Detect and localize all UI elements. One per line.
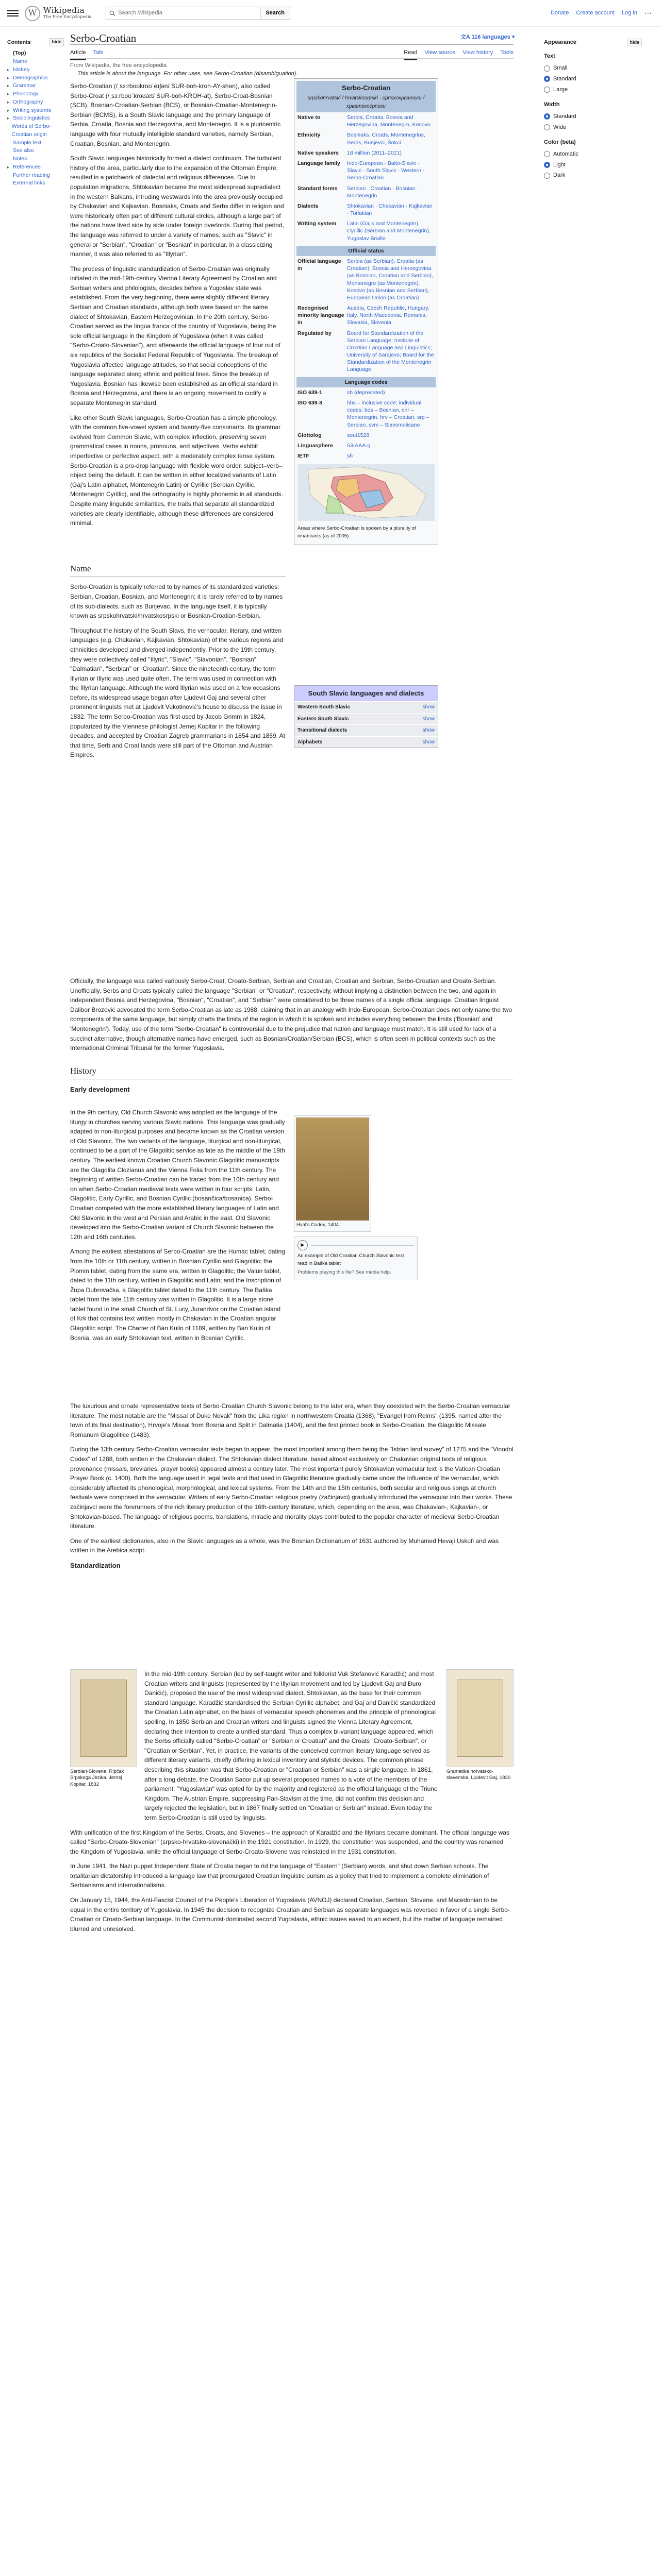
infobox-row bbox=[296, 112, 436, 130]
toc-item[interactable] bbox=[7, 74, 64, 82]
book-caption-2: Gramatika horvatsko-slavenska, Ljudevit Gaj, 1830 bbox=[446, 1769, 511, 1781]
log-in-link[interactable]: Log in bbox=[622, 9, 637, 16]
text-standard-label: Standard bbox=[553, 75, 576, 82]
infobox-row-value[interactable]: Austria, Czech Republic, Hungary, Italy, North Macedonia, Romania, Slovakia, Slovenia bbox=[347, 305, 429, 326]
toc-item-label: (Top) bbox=[13, 50, 26, 57]
width-standard-option[interactable] bbox=[544, 111, 642, 122]
chevron-right-icon[interactable]: ▸ bbox=[7, 108, 10, 113]
infobox-row-label: Language family bbox=[297, 160, 340, 166]
chevron-right-icon[interactable]: ▸ bbox=[7, 99, 10, 105]
toc-item[interactable] bbox=[7, 172, 64, 180]
chevron-right-icon[interactable]: ▸ bbox=[7, 67, 10, 72]
navbox-row[interactable] bbox=[294, 736, 438, 748]
tab-talk[interactable]: Talk bbox=[93, 49, 104, 56]
infobox-rows bbox=[296, 112, 436, 244]
navbox-row[interactable] bbox=[294, 724, 438, 736]
toc-item-label: Phonology bbox=[13, 91, 39, 97]
infobox-row bbox=[296, 201, 436, 218]
toc-item[interactable] bbox=[7, 90, 64, 98]
navbox-show-toggle[interactable]: show bbox=[422, 739, 435, 745]
search-input[interactable] bbox=[118, 9, 252, 18]
toc-hide-button[interactable]: hide bbox=[49, 38, 64, 46]
toc-item-label: External links bbox=[13, 180, 45, 187]
language-map[interactable] bbox=[297, 464, 435, 521]
toc-item[interactable] bbox=[7, 58, 64, 66]
hval-codex-caption: Hval's Codex, 1404 bbox=[296, 1222, 339, 1228]
appearance-panel bbox=[544, 38, 642, 181]
tab-read[interactable]: Read bbox=[404, 48, 417, 60]
chevron-right-icon[interactable]: ▸ bbox=[7, 116, 10, 121]
infobox-official-header: Official status bbox=[296, 246, 436, 256]
name-section bbox=[70, 559, 286, 765]
tab-view-history[interactable]: View history bbox=[462, 49, 493, 56]
navbox-row[interactable] bbox=[294, 701, 438, 713]
standardization-paragraph: On January 15, 1944, the Anti-Fascist Council of the People's Liberation of Yugoslavia (AVNOJ) declared Croatian, Serbian, Slovene, and Macedonian to be equal in the entire territory of Yugoslavia. In 1945 the decision to recognize Croatian and Serbian as separate languages was reversed in favor of a single Serbo-Croatian or Croato-Serbian language. In the Communist-dominated second Yugoslavia, ethnic issues eased to an extent, but the matter of language remained blurred and unresolved. bbox=[70, 1896, 510, 1933]
toc-item-label: Grammar bbox=[13, 82, 36, 89]
audio-progress-bar[interactable] bbox=[311, 1245, 414, 1246]
site-header bbox=[0, 0, 662, 27]
chevron-down-icon: ▾ bbox=[511, 34, 515, 40]
history-paragraph: In the 9th century, Old Church Slavonic was adopted as the language of the liturgy in churches serving various Slavic nations. This language was gradually adapted to non-liturgical purposes and became known as the Croatian version of Old Slavonic. The two variants of the language, liturgical and non-liturgical, continued to be a part of the Glagolitic service as late as the middle of the 19th century. The earliest known Croatian Church Slavonic Glagolitic manuscripts are the Glagolita Clozianus and the Vienna Folia from the 11th century. The beginning of written Serbo-Croatian can be traced from the 10th century and on when Serbo-Croatian medieval texts were written in four scripts: Latin, Glagolitic, Early Cyrillic, and Bosnian Cyrillic (bosančica/bosanica). Serbo-Croatian competed with the more established literary languages of Latin and Old Slavonic in the west and Persian and Arabic in the east. Old Slavonic developed into the Serbo-Croatian variant of Church Slavonic between the 12th and 16th centuries. bbox=[70, 1109, 285, 1241]
personal-tools bbox=[551, 8, 662, 19]
history-paragraph: Among the earliest attestations of Serbo-Croatian are the Humac tablet, dating from the 10th or 11th century, written in Bosnian Cyrillic and Glagolitic; the Plomin tablet, dating from the same era, written in Glagolitic; the Valun tablet, dated to the 11th century, written in Glagolitic and Latin; and the Inscription of Župa Dubrovačka, a Glagolitic tablet dated to the 11th century. The Baška tablet from the late 11th century was written in Glagolitic. It is a large stone tablet found in the small Church of St. Lucy, Jurandvor on the Croatian island of Krk that contains text written mostly in Chakavian in the Croatian angular Glagolitic script. The Charter of Ban Kulin of 1189, written by Ban Kulin of Bosnia, was an early Shtokavian text, written in Bosnian Cyrillic. bbox=[70, 1248, 285, 1342]
tab-tools[interactable]: Tools bbox=[500, 49, 514, 56]
toc-item-label: History bbox=[13, 66, 30, 73]
infobox-row-label: Dialects bbox=[297, 202, 319, 209]
book-image-1 bbox=[70, 1669, 137, 1767]
toc-item-label: Notes bbox=[13, 156, 27, 162]
section-heading-history: History bbox=[70, 1064, 514, 1079]
audio-caption: An example of Old Croatian Church Slavonic text read in Baška tablet bbox=[297, 1253, 404, 1266]
navbox-show-toggle[interactable]: show bbox=[422, 727, 435, 734]
name-section-cont bbox=[70, 976, 514, 1058]
history-section bbox=[70, 1061, 514, 1099]
infobox-row-value[interactable]: Serbian · Croatian · Bosnian · Montenegrin bbox=[347, 185, 419, 199]
infobox-row bbox=[296, 328, 436, 375]
infobox-row-value[interactable]: 18 million (2011–2021) bbox=[347, 149, 402, 156]
infobox-code-rows bbox=[296, 387, 436, 461]
south-slavic-navbox bbox=[294, 685, 438, 748]
translate-icon: 文A bbox=[460, 34, 470, 40]
search-button[interactable]: Search bbox=[260, 7, 290, 20]
width-wide-option[interactable] bbox=[544, 122, 642, 133]
history-early-cont bbox=[70, 1401, 514, 1575]
toc-item-label: Sociolinguistics bbox=[13, 115, 50, 122]
infobox-row bbox=[296, 398, 436, 430]
color-light-option[interactable] bbox=[544, 160, 642, 171]
search-icon bbox=[109, 10, 115, 16]
toc-item[interactable] bbox=[7, 49, 64, 58]
infobox-row-value[interactable]: Serbia, Croatia, Bosnia and Herzegovina, Montenegro, Kosovo bbox=[347, 114, 431, 128]
map-caption: Areas where Serbo-Croatian is spoken by a plurality of inhabitants (as of 2005) bbox=[297, 526, 416, 539]
chevron-right-icon[interactable]: ▸ bbox=[7, 164, 10, 170]
infobox-row bbox=[296, 148, 436, 158]
infobox-row bbox=[296, 130, 436, 147]
create-account-link[interactable]: Create account bbox=[576, 9, 615, 16]
wordmark-title: Wikipedia bbox=[43, 6, 85, 15]
color-label: Color (beta) bbox=[544, 139, 576, 145]
width-standard-label: Standard bbox=[553, 113, 576, 120]
toc-title: Contents bbox=[7, 39, 31, 45]
lead-paragraph: Serbo-Croatian (/ˌsɜːrboʊkroʊˈeɪʃən/ SUR-boh-kroh-AY-shən), also called Serbo-Croat (/ˌsɜːrboʊˈkroʊæt/ SUR-boh-KROH-at), Serbo-Croat-Bosnian (SCB), Bosnian-Croatian-Serbian (BCS), or Bosnian-Croatian-Montenegrin-Serbian (BCMS), is a South Slavic language and the primary language of Serbia, Croatia, Bosnia and Herzegovina, and Montenegro. It is a pluricentric language with four mutually intelligible standard varieties, namely Serbian, Croatian, Bosnian, and Montenegrin. bbox=[70, 82, 281, 147]
toc-item[interactable] bbox=[7, 98, 64, 107]
history-paragraph: One of the earliest dictionaries, also in the Slavic languages as a whole, was the Bosnian Dictionarium of 1631 authored by Muhamed Hevaji Uskufi and was written in the Arebica script. bbox=[70, 1537, 499, 1554]
book-figure-2[interactable] bbox=[446, 1669, 514, 1823]
color-light-label: Light bbox=[553, 161, 566, 168]
audio-help[interactable]: Problems playing this file? See media help. bbox=[297, 1269, 391, 1276]
subsection-heading-standardization: Standardization bbox=[70, 1561, 121, 1569]
page-title: Serbo-Croatian bbox=[70, 32, 137, 44]
width-label: Width bbox=[544, 101, 560, 108]
toc-item-label: Name bbox=[13, 58, 28, 65]
infobox-row-value[interactable]: sout1528 bbox=[347, 432, 370, 438]
infobox-row-label: Native speakers bbox=[297, 149, 339, 156]
navbox-row[interactable] bbox=[294, 713, 438, 725]
color-automatic-option[interactable] bbox=[544, 149, 642, 160]
infobox-row-label: Glottolog bbox=[297, 432, 322, 438]
tabs-divider bbox=[70, 58, 514, 59]
navbox-row-label: Alphabets bbox=[297, 739, 323, 745]
navbox-show-toggle[interactable]: show bbox=[422, 716, 435, 722]
name-paragraph: Serbo-Croatian is typically referred to by names of its standardized varieties: Serbian, Croatian, Bosnian, and Montenegrin; it is rarely referred to by names of its sub-dialects, such as Bunjevac. In the language itself, it is typically known as srpskohrvatski/hrvatskosrpski or Bosnian-Croatian-Serbian. bbox=[70, 583, 283, 620]
navbox-row-label: Western South Slavic bbox=[297, 704, 351, 710]
hval-codex-figure[interactable] bbox=[294, 1115, 371, 1232]
navbox-show-toggle[interactable]: show bbox=[422, 704, 435, 710]
chevron-right-icon[interactable]: ▸ bbox=[7, 83, 10, 89]
infobox-official-rows bbox=[296, 256, 436, 375]
toc-item-label: Words of Serbo-Croatian origin bbox=[11, 123, 51, 138]
main-menu-icon[interactable] bbox=[7, 8, 19, 19]
infobox-row-value[interactable]: Latin (Gaj's and Montenegrin), Cyrillic (Serbian and Montenegrin), Yugoslav Braille bbox=[347, 221, 431, 242]
subsection-heading-early: Early development bbox=[70, 1086, 130, 1094]
chevron-right-icon[interactable]: ▸ bbox=[7, 92, 10, 97]
infobox-row bbox=[296, 451, 436, 461]
infobox-row-label: Ethnicity bbox=[297, 132, 321, 139]
wikipedia-wordmark[interactable] bbox=[43, 7, 91, 19]
book-figure-1[interactable] bbox=[70, 1669, 137, 1823]
tab-view-source[interactable]: View source bbox=[424, 49, 456, 56]
infobox bbox=[294, 78, 438, 545]
toc-item-label: Writing systems bbox=[13, 107, 51, 113]
infobox-row-value[interactable]: sh bbox=[347, 453, 353, 460]
text-small-option[interactable] bbox=[544, 63, 642, 74]
infobox-title: Serbo-Croatian bbox=[296, 81, 436, 94]
toc-item-label: Sample text bbox=[13, 139, 42, 146]
toc-item[interactable] bbox=[7, 123, 64, 139]
toc-list bbox=[7, 49, 64, 188]
standardization-paragraph: In the mid-19th century, Serbian (led by self-taught writer and folklorist Vuk Stefanović Karadžić) and most Croatian writers and linguists (represented by the Illyrian movement and led by Ljudevit Gaj and Đuro Daničić), proposed the use of the most widespread dialect, Shtokavian, as the base for their common standard language. Karadžić standardised the Serbian Cyrillic alphabet, and Gaj and Daničić standardized the Croatian Latin alphabet, on the basis of vernacular speech phonemes and the principle of phonological spelling. In 1850 Serbian and Croatian writers and linguists signed the Vienna Literary Agreement, declaring their intention to create a unified standard. Thus a complex bi-variant language appeared, which the Serbs officially called "Serbo-Croatian" or "Serbian or Croatian" and the Croats "Croato-Serbian", or "Croatian or Serbian". Yet, in practice, the variants of the conceived common literary language served as different literary variants, chiefly differing in lexical inventory and stylistic devices. The common phrase describing this situation was that Serbo-Croatian or "Croatian or Serbian" was a single language. In 1861, after a long debate, the Croatian Sabor put up several proposed names to a vote of the members of the parliament; "Yugoslavian" was opted for by the majority and registered as the official language of the Triune Kingdom. The Austrian Empire, suppressing Pan-Slavism at the time, did not confirm this decision and largely rejected the legislation, but in 1867 finally settled on "Croatian or Serbian" instead. Even today the term Serbo-Croatian is still used by linguists. bbox=[144, 1670, 438, 1821]
infobox-row-value[interactable]: Indo-European · Balto-Slavic · Slavic · South Slavic · Western · Serbo-Croatian bbox=[347, 160, 425, 181]
text-large-option[interactable] bbox=[544, 84, 642, 95]
infobox-codes-header: Language codes bbox=[296, 377, 436, 387]
toc-item[interactable] bbox=[7, 107, 64, 115]
text-standard-option[interactable] bbox=[544, 74, 642, 84]
wikipedia-globe-logo[interactable]: W bbox=[25, 6, 40, 21]
infobox-row bbox=[296, 303, 436, 328]
width-wide-label: Wide bbox=[553, 124, 567, 130]
infobox-row bbox=[296, 430, 436, 440]
color-automatic-label: Automatic bbox=[553, 150, 578, 157]
hval-codex-image bbox=[296, 1117, 369, 1221]
infobox-row-value[interactable]: sh (deprecated) bbox=[347, 389, 385, 396]
chevron-right-icon[interactable]: ▸ bbox=[7, 75, 10, 80]
wordmark-tagline: The Free Encyclopedia bbox=[43, 14, 92, 20]
navbox-row-label: Eastern South Slavic bbox=[297, 716, 349, 722]
infobox-row-label: Native to bbox=[297, 114, 321, 121]
toc-item-label: Orthography bbox=[13, 98, 43, 105]
infobox-subtitle: srpskohrvatski / hrvatskosrpski · српскохрватски / хрватскосрпски bbox=[296, 94, 436, 112]
infobox-row-label: Writing system bbox=[297, 221, 337, 227]
search-box[interactable] bbox=[106, 7, 260, 20]
toc-item[interactable] bbox=[7, 66, 64, 74]
lead-paragraph: Like other South Slavic languages, Serbo-Croatian has a simple phonology, with the common five-vowel system and twenty-five consonants. Its grammar evolved from Common Slavic, with complex inflection, preserving seven grammatical cases in nouns, pronouns, and adjectives. Verbs exhibit imperfective or perfective aspect, with a moderately complex tense system. Serbo-Croatian is a pro-drop language with flexible word order, subject–verb–object being the default. It can be written in either localized variants of Latin (Gaj's Latin alphabet, Montenegrin Latin) or Cyrillic (Serbian Cyrillic, Montenegrin Cyrillic), and the orthography is highly phonemic in all standards. Despite many linguistic similarities, the traits that separate all standardized varieties are clearly identifiable, although these differences are considered minimal. bbox=[70, 414, 283, 527]
language-selector[interactable] bbox=[460, 33, 515, 42]
search-form bbox=[106, 7, 290, 20]
infobox-row-value[interactable]: 53-AAA-g bbox=[347, 442, 371, 449]
infobox-row bbox=[296, 256, 436, 303]
infobox-row-label: Standard forms bbox=[297, 185, 338, 192]
site-sub: From Wikipedia, the free encyclopedia bbox=[70, 62, 167, 69]
infobox-row-label: Official language in bbox=[297, 258, 341, 272]
history-paragraph: During the 13th century Serbo-Croatian vernacular texts began to appear, the most important among them being the "Istrian land survey" of 1275 and the "Vinodol Codex" of 1288, both written in the Chakavian dialect. The Shtokavian dialect literature, based almost exclusively on Chakavian original texts of religious provenance (missals, breviaries, prayer books) appeared almost a century later. The most important purely Shtokavian vernacular text is the Vatican Croatian Prayer Book (c. 1400). Both the language used in legal texts and that used in Glagolitic literature gradually came under the influence of the vernacular, which considerably affected its phonological, morphological, and lexical systems. From the 14th and the 15th centuries, both secular and religious songs at church festivals were composed in the vernacular. Writers of early Serbo-Croatian religious poetry (začinjavci) gradually introduced the vernacular into their works. These začinjavci were the forerunners of the rich literary production of the 16th-century literature, which, depending on the area, was Chakavian-, Kajkavian-, or Shtokavian-based. The language of religious poems, translations, miracle and morality plays contributed to the popular character of medieval Serbo-Croatian literature. bbox=[70, 1446, 514, 1530]
toc-item[interactable] bbox=[7, 147, 64, 155]
standardization-paragraph: In June 1941, the Nazi puppet Independent State of Croatia began to rid the language of "Eastern" (Serbian) words, and shut down Serbian schools. The totalitarian dictatorship introduced a language law that promulgated Croatian linguistic purism as a policy that tried to implement a complete elimination of Serbianisms and internationalisms. bbox=[70, 1862, 489, 1889]
toc-item[interactable] bbox=[7, 163, 64, 172]
donate-link[interactable]: Donate bbox=[550, 9, 569, 16]
text-large-label: Large bbox=[553, 86, 568, 93]
infobox-row-label: Recognised minority language in bbox=[297, 305, 344, 326]
color-dark-label: Dark bbox=[553, 172, 566, 179]
infobox-row-value[interactable]: Board for Standardization of the Serbian Language; Institute of Croatian Language and Linguistics; University of Sarajevo; Board for the Standardization of the Montenegrin Language bbox=[347, 330, 434, 373]
infobox-row-value[interactable]: hbs – inclusive code; individual codes: bos – Bosnian, cnr – Montenegrin, hrv – Croatian, srp – Serbian, svm – Slavomolisano bbox=[347, 400, 429, 428]
play-icon[interactable]: ▶ bbox=[297, 1240, 308, 1250]
more-options-icon[interactable]: ⋯ bbox=[644, 8, 652, 17]
infobox-row-value[interactable]: Serbia (as Serbian), Croatia (as Croatian), Bosnia and Herzegovina (as Bosnian, Croatian and Serbian), Montenegro (as Montenegrin), Kosovo (as Bosnian and Serbian), European Union (as Croatian) bbox=[347, 258, 433, 301]
title-divider bbox=[70, 44, 514, 45]
book-caption-1: Serbian-Slovene, Ripčak Srpskoga Jezika, Jernej Kopitar, 1832 bbox=[70, 1769, 124, 1787]
infobox-row-label: IETF bbox=[297, 453, 309, 460]
text-small-label: Small bbox=[553, 65, 568, 72]
hatnote: This article is about the language. For other uses, see Serbo-Croatian (disambiguation). bbox=[77, 71, 298, 77]
history-early bbox=[70, 1108, 286, 1348]
standardization-section bbox=[70, 1669, 514, 1934]
infobox-row bbox=[296, 440, 436, 451]
infobox-row bbox=[296, 387, 436, 398]
infobox-row bbox=[296, 218, 436, 244]
text-size-label: Text bbox=[544, 53, 555, 60]
toc-item[interactable] bbox=[7, 82, 64, 90]
infobox-row-label: ISO 639-3 bbox=[297, 400, 322, 406]
color-dark-option[interactable] bbox=[544, 170, 642, 181]
infobox-row-label: Linguasphere bbox=[297, 442, 333, 449]
lead-paragraph: South Slavic languages historically formed a dialect continuum. The turbulent history of the area, particularly due to the expansion of the Ottoman Empire, resulted in a patchwork of dialectal and religious differences. Due to population migrations, Shtokavian became the most widespread supradialect in the western Balkans, intruding westwards into the area previously occupied by Chakavian and Kajkavian. Bosniaks, Croats and Serbs differ in religion and were historically often part of different cultural circles, although a large part of the nations have lived side by side under foreign overlords. During that period, the language was referred to under a variety of names, such as "Slavic" in general or "Serbian", "Croatian" or "Bosnian" in particular. In a classicizing manner, it was also referred to as "Illyrian". bbox=[70, 155, 284, 258]
appearance-hide-button[interactable]: hide bbox=[627, 39, 642, 47]
infobox-row-label: ISO 639-1 bbox=[297, 389, 322, 396]
infobox-row-label: Regulated by bbox=[297, 330, 332, 336]
infobox-row bbox=[296, 158, 436, 183]
audio-player bbox=[294, 1236, 418, 1280]
name-paragraph: Throughout the history of the South Slavs, the vernacular, literary, and written languages (e.g. Chakavian, Kajkavian, Shtokavian) of the various regions and ethnicities developed and diverged independently. Prior to the 19th century, they were collectively called "Illyric", "Slavic", "Slavonian", "Bosnian", "Dalmatian", "Serbian" or "Croatian". Since the nineteenth century, the term Illyrian or Illyric was used quite often. The term was used in connection with the Illyrian language. Although the word Illyrian was used on a few occasions before, its widespread usage began after Ljudevit Gaj and several other prominent linguists met at Ljudevit Vukotinović's house to discuss the issue in 1832. The term Serbo-Croatian was first used by Jacob Grimm in 1824, popularized by the Viennese philologist Jernej Kopitar in the following decades, and accepted by Croatian Zagreb grammarians in 1854 and 1859. At that time, Serb and Croat lands were still part of the Ottoman and Austrian Empires. bbox=[70, 626, 285, 759]
navbox-rows bbox=[294, 701, 438, 748]
toc-item-label: References bbox=[13, 163, 41, 170]
navbox-title: South Slavic languages and dialects bbox=[294, 686, 438, 701]
standardization-paragraph: With unification of the first Kingdom of the Serbs, Croats, and Slovenes – the approach of Karadžić and the Illyrians became dominant. The official language was called "Serbo-Croato-Slovenian" (srpsko-hrvatsko-slovenački) in the 1921 constitution. In 1929, the constitution was suspended, and the country was renamed the Kingdom of Yugoslavia, while the official language of Serbo-Croato-Slovene was reinstated in the 1931 constitution. bbox=[70, 1828, 510, 1855]
toc-item-label: Further reading bbox=[13, 172, 50, 178]
lead-paragraph: The process of linguistic standardization of Serbo-Croatian was originally initiated in the mid-19th-century Vienna Literary Agreement by Croatian and Serbian writers and philologists, decades before a Yugoslav state was established. From the very beginning, there were slightly different literary Serbian and Croatian standards, although both were based on the same dialect of Shtokavian, Eastern Herzegovinian. In the 20th century, Serbo-Croatian served as the lingua franca of the country of Yugoslavia, being the sole official language in the Kingdom of Yugoslavia (when it was called "Serbo-Croato-Slovenian"), and afterwards the official language of four out of six republics of the Socialist Federal Republic of Yugoslavia. The breakup of Yugoslavia affected language attitudes, so that social conceptions of the language separated along ethnic and political lines. Since the breakup of Yugoslavia, Bosnian has likewise been established as an official standard in Bosnia and Herzegovina, and there is an ongoing movement to codify a separate Montenegrin standard. bbox=[70, 265, 280, 406]
toc-item[interactable] bbox=[7, 155, 64, 163]
toc-item-label: Demographics bbox=[13, 74, 48, 81]
toc-item[interactable] bbox=[7, 139, 64, 147]
infobox-row-value[interactable]: Shtokavian · Chakavian · Kajkavian · Torlakian bbox=[347, 202, 433, 217]
table-of-contents bbox=[7, 38, 64, 188]
name-paragraph: Officially, the language was called variously Serbo-Croat, Croato-Serbian, Serbian and Croatian, Croatian and Serbian, Serbo-Croatian and Croato-Serbian. Unofficially, Serbs and Croats typically called the language "Serbian" or "Croatian", respectively, without implying a distinction between the two, and again in independent Bosnia and Herzegovina, "Bosnian", "Croatian", and "Serbian" were considered to be three names of a single official language. Croatian linguist Dalibor Brozović advocated the term Serbo-Croatian as late as 1988, claiming that in an analogy with Indo-European, Serbo-Croatian does not only name the two components of the same language, but simply charts the limits of the region in which it is spoken and includes everything between the limits ('Bosnian' and 'Montenegrin'). Today, use of the term "Serbo-Croatian" is controversial due to the prejudice that nation and language must match. It is still used for lack of a succinct alternative, though alternative names have emerged, such as Bosnian/Croatian/Serbian (BCS), which is often seen in political contexts such as the International Criminal Tribunal for the former Yugoslavia. bbox=[70, 977, 512, 1052]
toc-item[interactable] bbox=[7, 114, 64, 123]
lead-section bbox=[70, 81, 285, 533]
section-heading-name: Name bbox=[70, 562, 286, 577]
appearance-title: Appearance bbox=[544, 39, 576, 45]
infobox-row bbox=[296, 183, 436, 201]
book-image-2 bbox=[446, 1669, 514, 1767]
infobox-row-value[interactable]: Bosniaks, Croats, Montenegrins, Serbs, Bunjevci, Šokci bbox=[347, 132, 425, 146]
toc-item[interactable] bbox=[7, 179, 64, 188]
language-count: 116 languages bbox=[471, 34, 510, 40]
toc-item-label: See also bbox=[13, 147, 34, 154]
navbox-row-label: Transitional dialects bbox=[297, 727, 347, 734]
history-paragraph: The luxurious and ornate representative texts of Serbo-Croatian Church Slavonic belong to the later era, when they coexisted with the Serbo-Croatian vernacular literature. The most notable are the "Missal of Duke Novak" from the Lika region in northwestern Croatia (1368), "Evangel from Reims" (1395, named after the town of its final destination), Hrvoje's Missal from Bosnia and Split in Dalmatia (1404), and the first printed book in Serbo-Croatian, the Glagolitic Missale Romanum Glagolitice (1483). bbox=[70, 1402, 510, 1438]
tab-article[interactable]: Article bbox=[70, 48, 86, 60]
